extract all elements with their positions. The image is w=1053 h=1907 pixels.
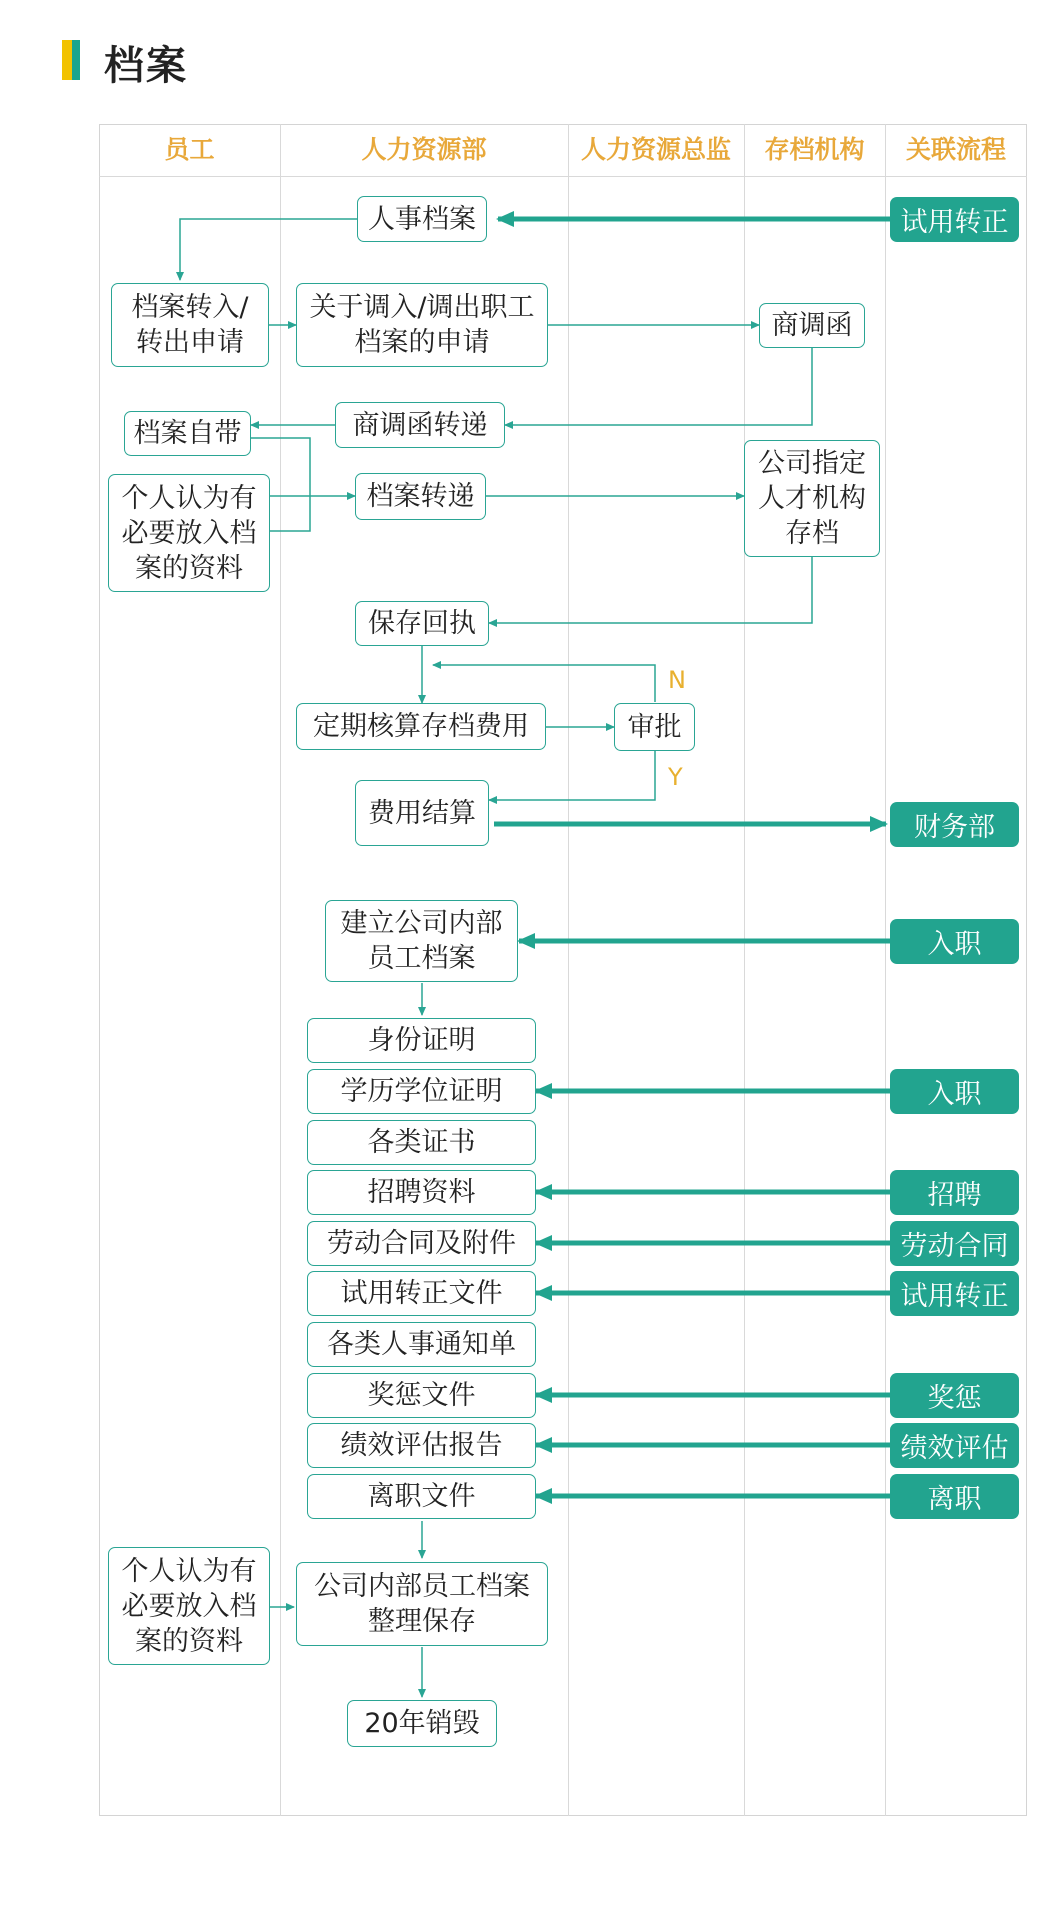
lane-header-employee: 员工: [164, 135, 215, 164]
decision-no-label: N: [668, 666, 686, 694]
node-hr-archive: 人事档案: [357, 196, 487, 242]
node-reward-docs: 奖惩文件: [307, 1373, 536, 1418]
related-tag-performance: 绩效评估: [890, 1423, 1019, 1468]
node-hr-transfer-apply: 关于调入/调出职工 档案的申请: [296, 283, 548, 367]
related-tag-onboard: 入职: [890, 919, 1019, 964]
node-build-archive: 建立公司内部 员工档案: [325, 900, 518, 982]
node-probation-docs: 试用转正文件: [307, 1271, 536, 1316]
decision-yes-label: Y: [668, 763, 683, 791]
node-edu-proof: 学历学位证明: [307, 1069, 536, 1114]
related-tag-probation: 试用转正: [890, 197, 1019, 242]
node-perf-report: 绩效评估报告: [307, 1423, 536, 1468]
related-tag-recruit: 招聘: [890, 1170, 1019, 1215]
related-tag-finance: 财务部: [890, 802, 1019, 847]
related-tag-probation: 试用转正: [890, 1271, 1019, 1316]
page-title: 档案: [104, 43, 188, 89]
related-tag-leave: 离职: [890, 1474, 1019, 1519]
lane-header-related: 关联流程: [905, 135, 1006, 164]
lane-header-archive-agency: 存档机构: [764, 135, 865, 164]
node-archive-deliver: 档案转递: [355, 473, 486, 520]
node-personal-material: 个人认为有 必要放入档 案的资料: [108, 474, 270, 592]
node-letter-deliver: 商调函转递: [335, 402, 505, 448]
node-approve: 审批: [614, 703, 695, 751]
node-receipt: 保存回执: [355, 601, 489, 646]
node-contract-docs: 劳动合同及附件: [307, 1221, 536, 1266]
node-consult-letter: 商调函: [759, 303, 865, 348]
node-organize-save: 公司内部员工档案 整理保存: [296, 1562, 548, 1646]
lane-header-hr-director: 人力资源总监: [580, 135, 731, 164]
node-recruit-data: 招聘资料: [307, 1170, 536, 1215]
related-tag-contract: 劳动合同: [890, 1221, 1019, 1266]
node-hr-notices: 各类人事通知单: [307, 1322, 536, 1367]
node-id-proof: 身份证明: [307, 1018, 536, 1063]
related-tag-onboard: 入职: [890, 1069, 1019, 1114]
node-fee-calc: 定期核算存档费用: [296, 703, 546, 750]
node-fee-settle: 费用结算: [355, 780, 489, 846]
lane-header-hr: 人力资源部: [361, 135, 487, 164]
node-destroy: 20年销毁: [347, 1700, 497, 1747]
node-transfer-apply: 档案转入/ 转出申请: [111, 283, 269, 367]
node-personal-material: 个人认为有 必要放入档 案的资料: [108, 1547, 270, 1665]
node-talent-agency: 公司指定 人才机构 存档: [744, 440, 880, 557]
node-certs: 各类证书: [307, 1120, 536, 1165]
node-leave-docs: 离职文件: [307, 1474, 536, 1519]
node-self-carry: 档案自带: [124, 411, 251, 456]
related-tag-reward: 奖惩: [890, 1373, 1019, 1418]
